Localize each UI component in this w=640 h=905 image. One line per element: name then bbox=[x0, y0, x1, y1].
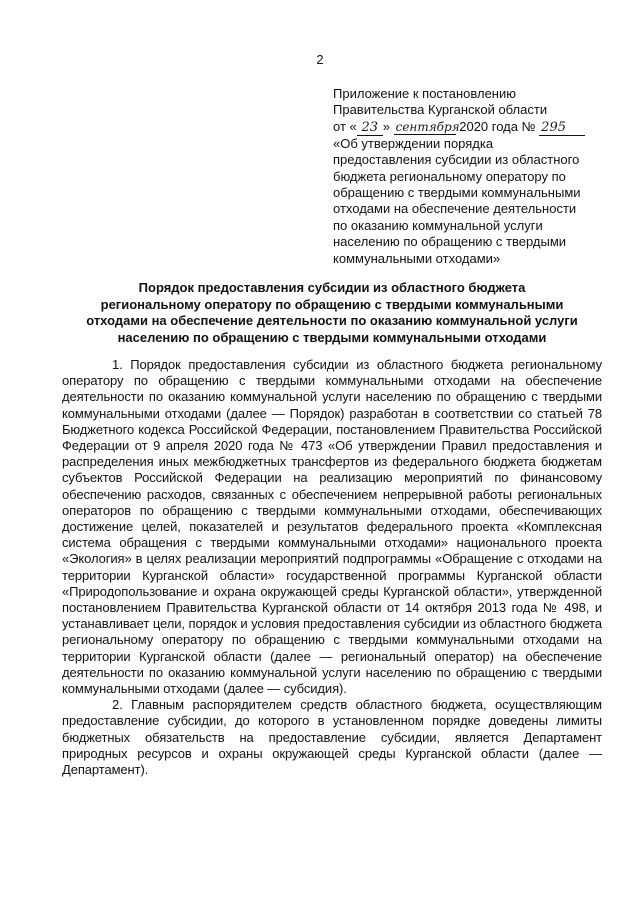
paragraph-1: 1. Порядок предоставления субсидии из областного бюджета региональному оператору по обращению с твердыми коммунальными отходами на обеспечение деятельности по оказанию коммунальной услуги населению по обращению с твердыми коммунальными отходами (далее — Порядок) разработан в соответствии со статьей 78 Бюджетного кодекса Российской Федерации, постановлением Правительства Российской Федерации от 9 апреля 2020 года № 473 «Об утверждении Правил предоставления и распределения иных межбюджетных трансфертов из федерального бюджета бюджетам субъектов Российской Федерации на реализацию мероприятий по финансовому обеспечению расходов, связанных с обеспечением непрерывной работы региональных операторов по обращению с твердыми коммунальными отходами, обеспечивающих достижение целей, показателей и результатов федерального проекта «Комплексная система обращения с твердыми коммунальными отходами» национального проекта «Экология» в целях реализации мероприятий подпрограммы «Обращение с отходами на территории Курганской области» государственной программы Курганской области «Природопользование и охрана окружающей среды Курганской области», утвержденной постановлением Правительства Курганской области от 14 октября 2013 года № 498, и устанавливает цели, порядок и условия предоставления субсидии из областного бюджета региональному оператору по обращению с твердыми коммунальными отходами на территории Курганской области (далее — региональный оператор) на обеспечение деятельности по оказанию коммунальной услуги населению по обращению с твердыми коммунальными отходами (далее — субсидия). bbox=[62, 357, 602, 697]
appendix-subject-line: бюджета региональному оператору по bbox=[333, 168, 566, 184]
appendix-subject-line: населению по обращению с твердыми bbox=[333, 234, 567, 250]
appendix-line: Приложение к постановлению bbox=[333, 86, 516, 101]
appendix-date-line bbox=[333, 119, 613, 136]
title-line: населению по обращению с твердыми коммунальными отходами bbox=[117, 329, 547, 345]
appendix-subject-line: по оказанию коммунальной услуги bbox=[333, 217, 543, 233]
appendix-subject-line: коммунальными отходами» bbox=[333, 250, 501, 266]
date-year: 2020 года № bbox=[459, 118, 536, 134]
title-line: региональному оператору по обращению с твердыми коммунальными bbox=[100, 296, 564, 312]
appendix-subject-line: отходами на обеспечение деятельности bbox=[333, 201, 577, 217]
page-number: 2 bbox=[316, 52, 324, 67]
paragraph-2: 2. Главным распорядителем средств областного бюджета, осуществляющим предоставление субсидии, до которого в установленном порядке доведены лимиты бюджетных обязательств на предоставление субсидии, является Департамент природных ресурсов и охраны окружающей среды Курганской области (далее — Департамент). bbox=[62, 697, 602, 778]
appendix-header bbox=[333, 86, 613, 267]
appendix-subject-line: обращению с твердыми коммунальными bbox=[333, 185, 581, 201]
appendix-subject-line: предоставления субсидии из областного bbox=[333, 152, 580, 168]
title-line: Порядок предоставления субсидии из областного бюджета bbox=[138, 280, 526, 295]
handwritten-month: сентября bbox=[395, 119, 460, 134]
appendix-subject-line: «Об утверждении порядка bbox=[333, 135, 494, 151]
date-prefix: от « bbox=[333, 118, 357, 134]
handwritten-doc-number: 295 bbox=[539, 121, 585, 136]
document-title bbox=[62, 280, 602, 346]
handwritten-day: 23 bbox=[357, 121, 383, 136]
date-mid: » bbox=[382, 118, 390, 134]
document-body bbox=[62, 357, 602, 778]
title-line: отходами на обеспечение деятельности по оказанию коммунальной услуги bbox=[86, 313, 578, 328]
appendix-line: Правительства Курганской области bbox=[333, 102, 548, 118]
